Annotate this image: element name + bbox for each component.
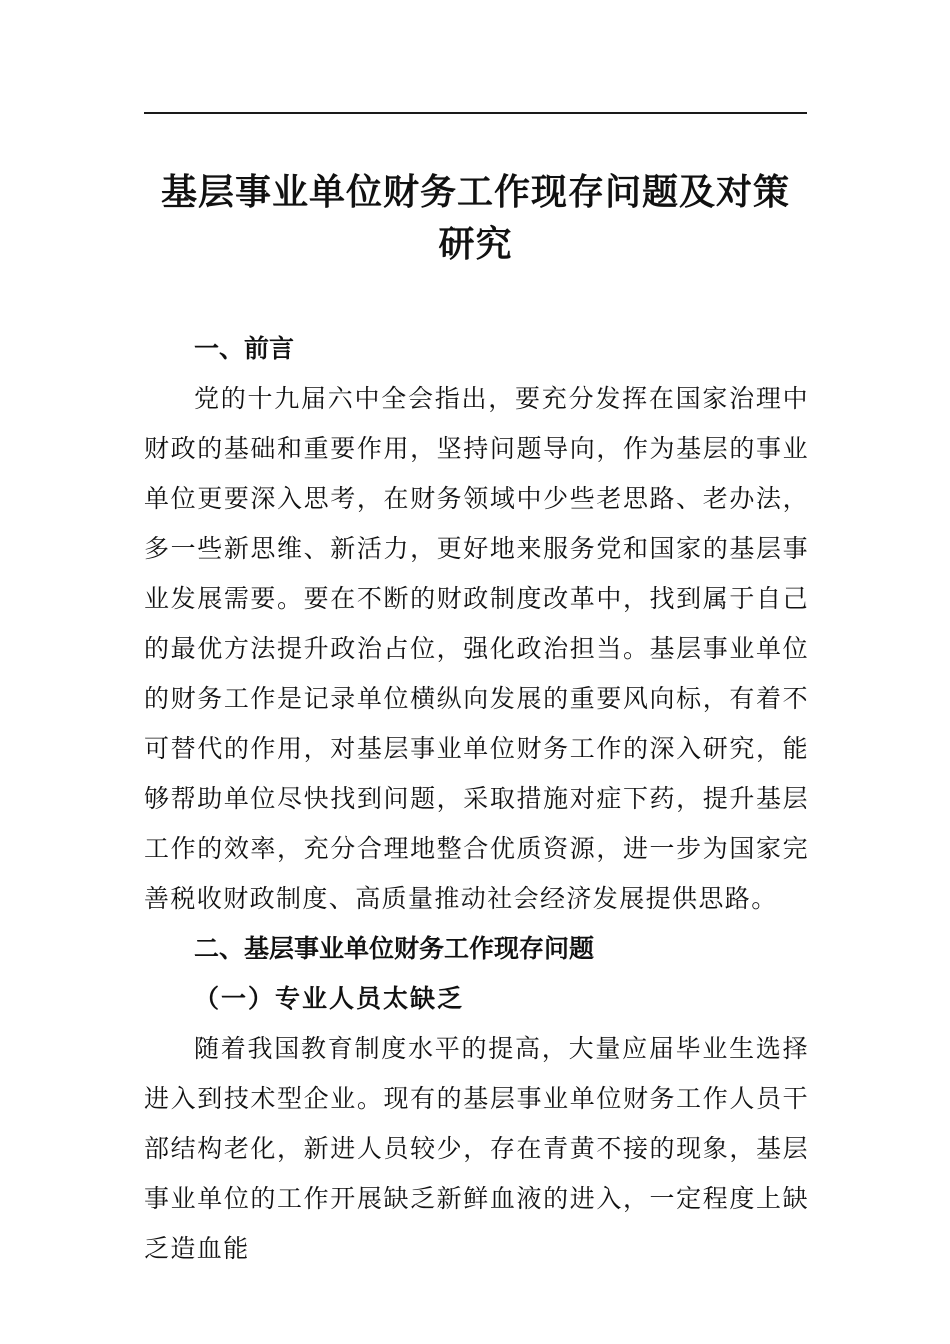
document-title: 基层事业单位财务工作现存问题及对策研究 — [160, 171, 790, 265]
section-heading-problems: 二、基层事业单位财务工作现存问题 — [194, 934, 595, 963]
subsection-heading-staff-shortage: （一）专业人员太缺乏 — [194, 984, 465, 1013]
staff-shortage-paragraph: 随着我国教育制度水平的提高，大量应届毕业生选择进入到技术型企业。现有的基层事业单位财务工作人员干部结构老化，新进人员较少，存在青黄不接的现象，基层事业单位的工作开展缺乏新鲜血液的进入，一定程度上缺乏造血能 — [144, 1034, 809, 1263]
section-heading-preface: 一、前言 — [194, 334, 295, 363]
preface-paragraph: 党的十九届六中全会指出，要充分发挥在国家治理中财政的基础和重要作用，坚持问题导向，作为基层的事业单位更要深入思考，在财务领域中少些老思路、老办法，多一些新思维、新活力，更好地来服务党和国家的基层事业发展需要。要在不断的财政制度改革中，找到属于自己的最优方法提升政治占位，强化政治担当。基层事业单位的财务工作是记录单位横纵向发展的重要风向标，有着不可替代的作用，对基层事业单位财务工作的深入研究，能够帮助单位尽快找到问题，采取措施对症下药，提升基层工作的效率，充分合理地整合优质资源，进一步为国家完善税收财政制度、高质量推动社会经济发展提供思路。 — [144, 384, 809, 913]
document-body — [144, 324, 809, 1274]
header-rule — [144, 112, 807, 114]
